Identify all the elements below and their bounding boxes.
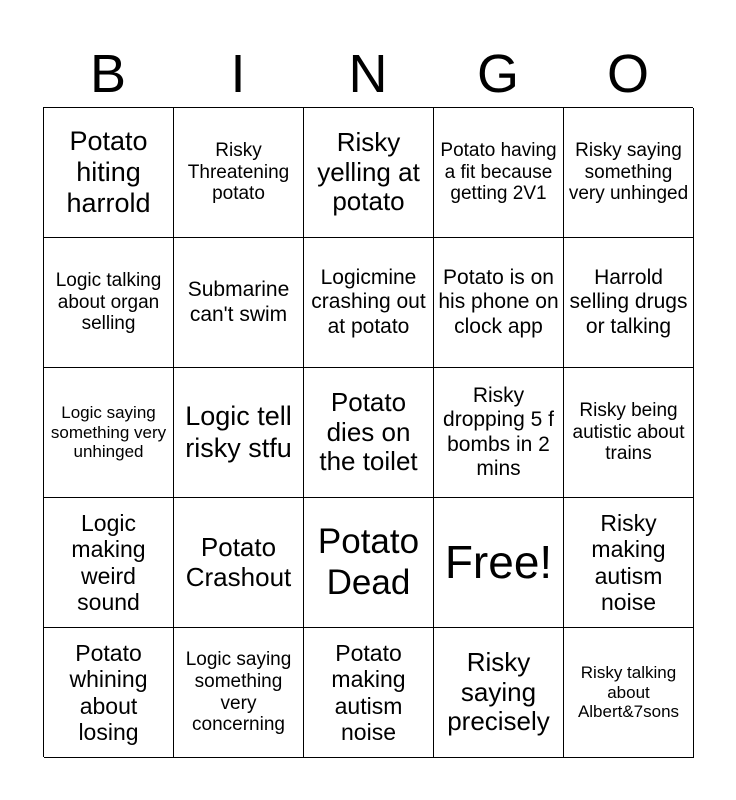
bingo-cell[interactable] bbox=[304, 108, 434, 238]
cell-text: Potato hiting harrold bbox=[66, 125, 151, 219]
bingo-cell[interactable] bbox=[434, 368, 564, 498]
cell-text: Potato having a fit because getting 2V1 bbox=[440, 139, 557, 205]
bingo-cell[interactable] bbox=[174, 238, 304, 368]
bingo-cell[interactable] bbox=[564, 628, 694, 758]
cell-text: Logic making weird sound bbox=[71, 509, 146, 615]
bingo-cell[interactable] bbox=[44, 238, 174, 368]
cell-text: Potato is on his phone on clock app bbox=[438, 266, 559, 338]
cell-text: Risky saying something very unhinged bbox=[568, 139, 689, 205]
cell-text: Risky being autistic about trains bbox=[572, 399, 685, 465]
bingo-cell[interactable] bbox=[304, 368, 434, 498]
cell-text: Logicmine crashing out at potato bbox=[311, 266, 426, 338]
cell-text: Potato Crashout bbox=[185, 531, 292, 592]
bingo-cell[interactable] bbox=[564, 368, 694, 498]
header-letter-n: N bbox=[348, 44, 388, 104]
bingo-cell[interactable] bbox=[304, 628, 434, 758]
cell-text: Logic talking about organ selling bbox=[55, 269, 162, 335]
cell-text: Risky talking about Albert&7sons bbox=[577, 663, 680, 722]
bingo-cell[interactable] bbox=[564, 108, 694, 238]
bingo-grid bbox=[43, 107, 693, 757]
bingo-cell[interactable] bbox=[174, 108, 304, 238]
bingo-cell[interactable] bbox=[304, 498, 434, 628]
bingo-cell[interactable] bbox=[44, 498, 174, 628]
bingo-cell[interactable] bbox=[174, 368, 304, 498]
cell-text: Potato dies on the toilet bbox=[319, 386, 418, 477]
bingo-cell[interactable] bbox=[174, 498, 304, 628]
cell-text: Potato making autism noise bbox=[331, 639, 406, 745]
cell-text: Potato Dead bbox=[317, 522, 420, 602]
header-letter-i: I bbox=[230, 44, 246, 104]
header-letter-b: B bbox=[89, 44, 127, 104]
cell-text: Risky Threatening potato bbox=[187, 139, 290, 205]
bingo-cell[interactable] bbox=[564, 238, 694, 368]
cell-text: Logic tell risky stfu bbox=[185, 401, 292, 463]
header-letter-g: G bbox=[476, 44, 519, 104]
bingo-cell[interactable] bbox=[434, 108, 564, 238]
bingo-cell[interactable] bbox=[434, 238, 564, 368]
bingo-cell[interactable] bbox=[304, 238, 434, 368]
bingo-cell[interactable] bbox=[174, 628, 304, 758]
bingo-cell[interactable] bbox=[44, 368, 174, 498]
cell-text: Submarine can't swim bbox=[187, 278, 290, 326]
bingo-cell[interactable] bbox=[564, 498, 694, 628]
bingo-cell[interactable] bbox=[44, 628, 174, 758]
header-letter-o: O bbox=[606, 44, 649, 104]
cell-text: Harrold selling drugs or talking bbox=[569, 266, 688, 338]
bingo-header bbox=[43, 40, 693, 108]
cell-text: Risky dropping 5 f bombs in 2 mins bbox=[443, 384, 554, 480]
cell-text: Logic saying something very concerning bbox=[185, 648, 292, 736]
bingo-cell[interactable] bbox=[44, 108, 174, 238]
cell-text: Risky saying precisely bbox=[447, 646, 550, 737]
free-space-text: Free! bbox=[444, 536, 553, 589]
cell-text: Logic saying something very unhinged bbox=[50, 403, 167, 462]
bingo-cell free-space[interactable] bbox=[434, 498, 564, 628]
cell-text: Potato whining about losing bbox=[69, 639, 148, 745]
bingo-cell[interactable] bbox=[434, 628, 564, 758]
cell-text: Risky yelling at potato bbox=[317, 126, 420, 217]
cell-text: Risky making autism noise bbox=[591, 509, 666, 615]
